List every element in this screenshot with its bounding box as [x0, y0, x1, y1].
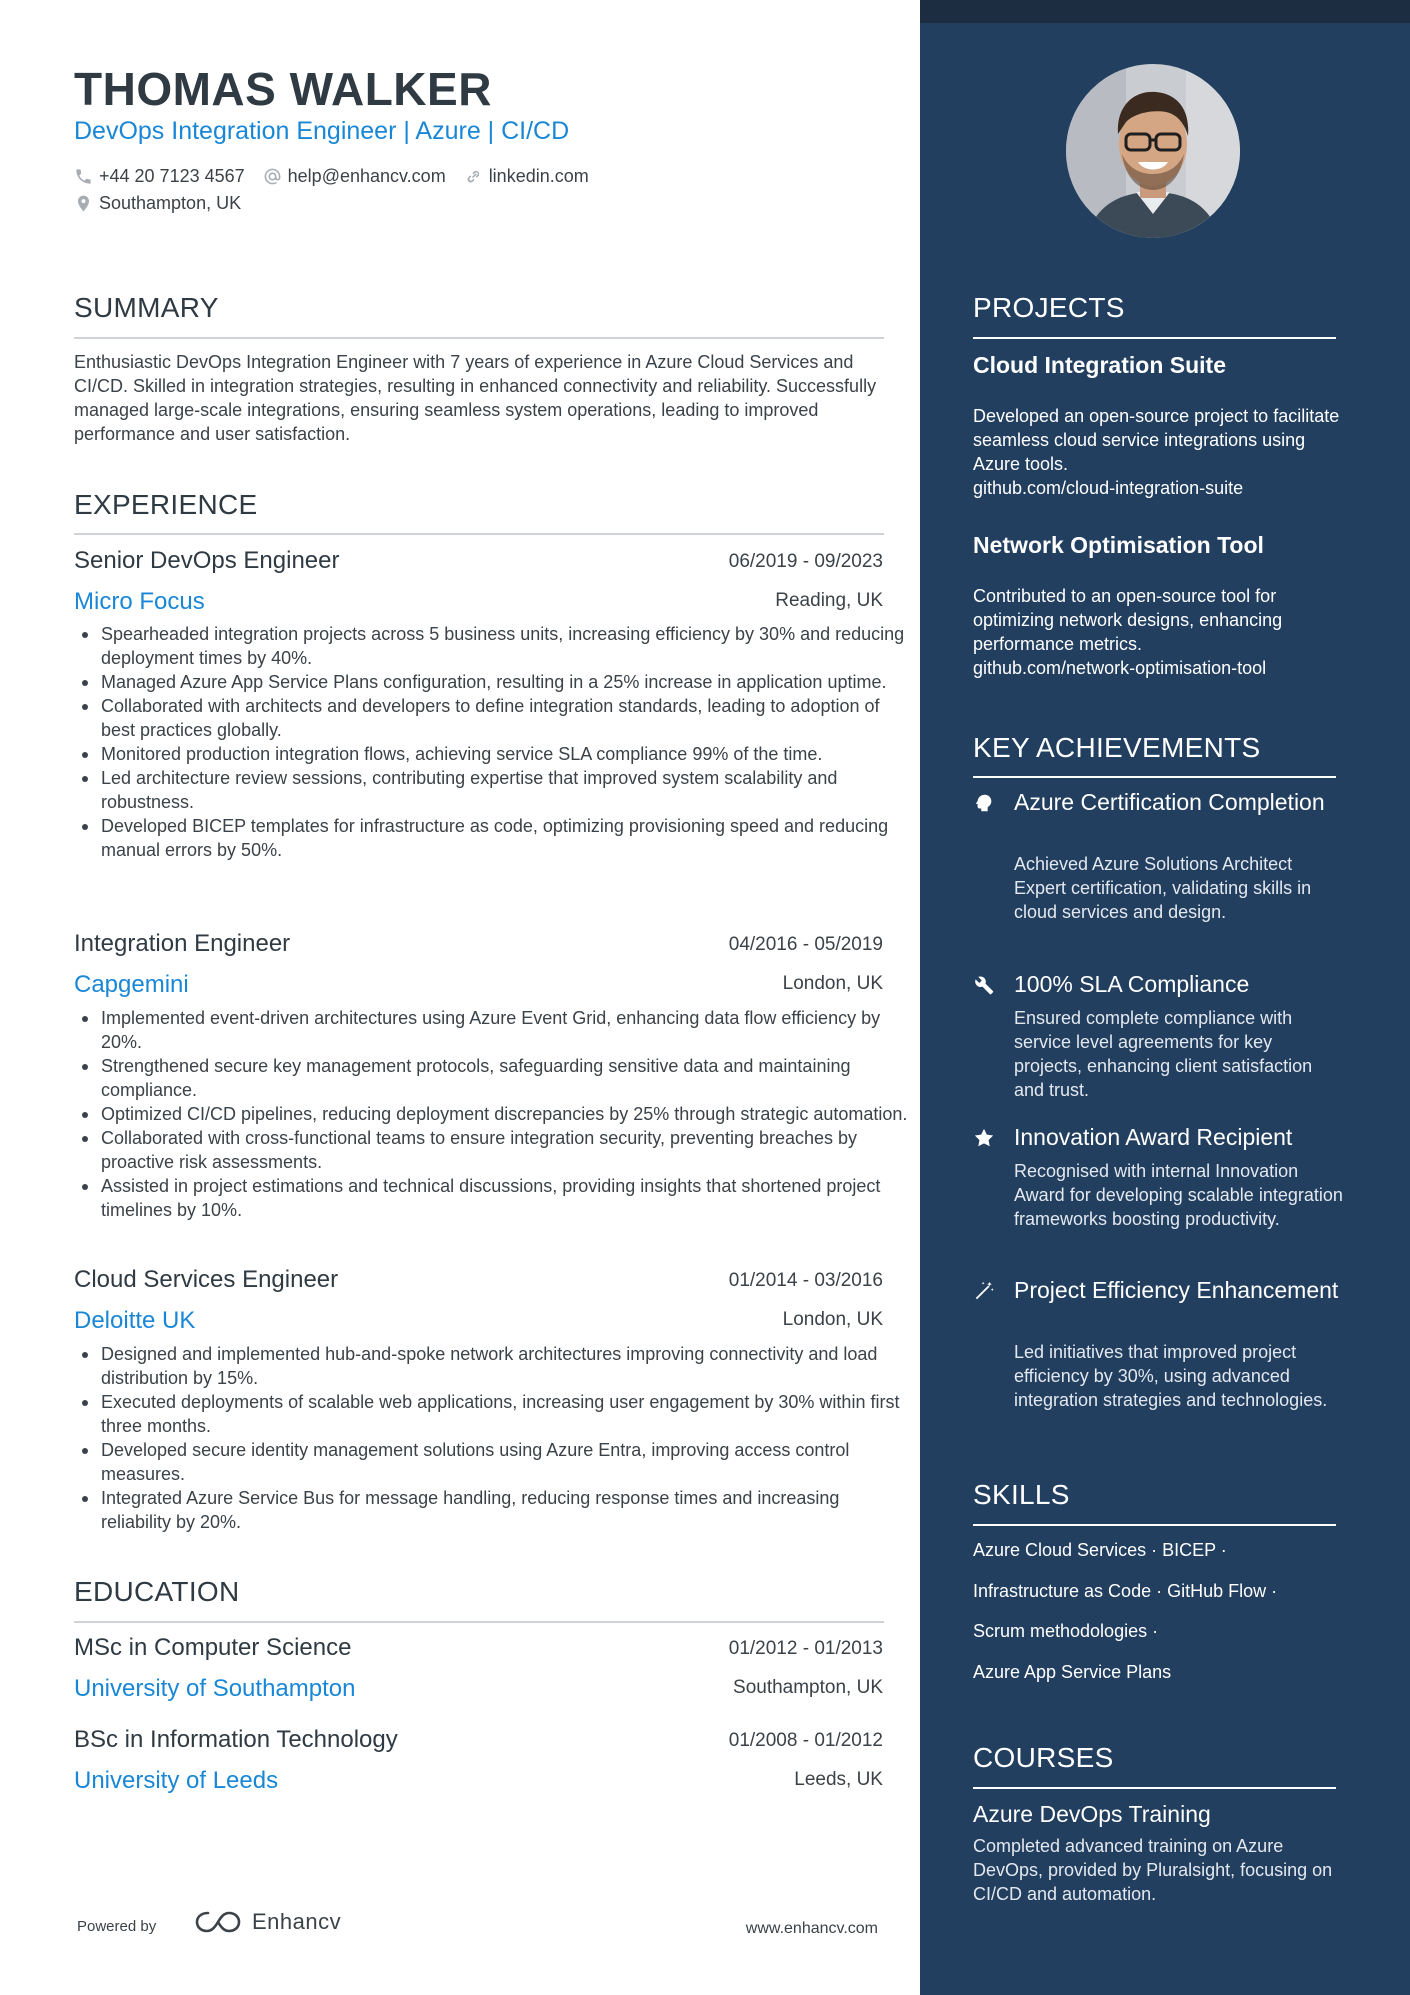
job-dates: 04/2016 - 05/2019: [728, 934, 883, 955]
project-description-text: Developed an open-source project to facilitate seamless cloud service integrations using Azure tools.: [973, 406, 1340, 474]
education-degree: MSc in Computer Science: [74, 1634, 352, 1661]
list-item: Spearheaded integration projects across 5 business units, increasing efficiency by 30% and reducing deployment times by 40%.: [101, 622, 913, 670]
contact-row: [74, 164, 607, 188]
tools-icon: [973, 974, 995, 996]
courses-title: COURSES: [973, 1742, 1114, 1773]
project-description: [973, 584, 1343, 680]
sidebar-top-bar: [920, 0, 1410, 23]
project-title: Network Optimisation Tool: [973, 532, 1264, 558]
course-description: Completed advanced training on Azure DevOps, provided by Pluralsight, focusing on CI/CD and automation.: [973, 1836, 1333, 1904]
achievement-description: Led initiatives that improved project efficiency by 30%, using advanced integration strategies and technologies.: [1014, 1342, 1328, 1410]
email-contact[interactable]: [263, 164, 446, 188]
job-title: Integration Engineer: [74, 930, 291, 957]
project-title: Cloud Integration Suite: [973, 352, 1226, 378]
job-company: Micro Focus: [74, 588, 205, 615]
powered-by-label: Powered by: [77, 1918, 157, 1935]
job-bullets: [74, 1006, 913, 1222]
footer-url[interactable]: www.enhancv.com: [745, 1920, 878, 1937]
job-bullets: [74, 622, 913, 862]
education-dates: 01/2012 - 01/2013: [728, 1638, 883, 1659]
enhancv-brand-text: Enhancv: [252, 1909, 342, 1934]
location-pin-icon: [74, 194, 93, 213]
at-icon: [263, 167, 282, 186]
list-item: Led architecture review sessions, contributing expertise that improved system scalability and robustness.: [101, 766, 913, 814]
achievement-title: Innovation Award Recipient: [1014, 1124, 1293, 1150]
skill-line: Scrum methodologies ·: [973, 1621, 1159, 1641]
phone-text: +44 20 7123 4567: [99, 166, 245, 186]
enhancv-logo-icon: [195, 1909, 241, 1935]
job-company: Deloitte UK: [74, 1307, 196, 1334]
phone-contact: [74, 164, 245, 188]
location-text: Southampton, UK: [99, 193, 242, 213]
profile-photo: [1066, 64, 1240, 238]
sidebar: [920, 0, 1410, 1995]
job-location: London, UK: [782, 973, 883, 994]
headline: DevOps Integration Engineer | Azure | CI/CD: [74, 117, 570, 145]
job-location: London, UK: [782, 1309, 883, 1330]
job-bullets: [74, 1342, 913, 1534]
education-school: University of Leeds: [74, 1767, 279, 1794]
link-icon: [464, 167, 483, 186]
job-dates: 06/2019 - 09/2023: [728, 551, 883, 572]
project-description: [973, 404, 1343, 500]
location-row: [74, 191, 259, 215]
experience-title: EXPERIENCE: [74, 489, 258, 520]
enhancv-logo[interactable]: [195, 1909, 341, 1935]
avatar: [1066, 64, 1240, 238]
job-location: Reading, UK: [775, 590, 883, 611]
courses-divider: [973, 1787, 1336, 1789]
project-link[interactable]: github.com/cloud-integration-suite: [973, 478, 1244, 498]
phone-icon: [74, 167, 93, 186]
list-item: Monitored production integration flows, achieving service SLA compliance 99% of the time.: [101, 742, 913, 766]
list-item: Strengthened secure key management protocols, safeguarding sensitive data and maintaining compliance.: [101, 1054, 913, 1102]
star-icon: [973, 1127, 995, 1149]
education-degree: BSc in Information Technology: [74, 1726, 398, 1753]
list-item: Developed secure identity management solutions using Azure Entra, improving access control measures.: [101, 1438, 913, 1486]
list-item: Collaborated with architects and developers to define integration standards, leading to adoption of best practices globally.: [101, 694, 913, 742]
summary-divider: [74, 337, 884, 339]
linkedin-contact[interactable]: [464, 164, 589, 188]
brain-icon: [973, 792, 995, 814]
skill-line: Infrastructure as Code · GitHub Flow ·: [973, 1581, 1278, 1601]
location-contact: [74, 191, 241, 215]
skill-line: Azure App Service Plans: [973, 1662, 1172, 1682]
project-description-text: Contributed to an open-source tool for optimizing network designs, enhancing performance metrics.: [973, 586, 1283, 654]
list-item: Optimized CI/CD pipelines, reducing deployment discrepancies by 25% through strategic automation.: [101, 1102, 913, 1126]
skills-title: SKILLS: [973, 1479, 1070, 1510]
linkedin-text: linkedin.com: [488, 166, 589, 186]
skill-line: Azure Cloud Services · BICEP ·: [973, 1540, 1227, 1560]
achievement-title: 100% SLA Compliance: [1014, 971, 1250, 997]
experience-divider: [74, 533, 884, 535]
list-item: Executed deployments of scalable web applications, increasing user engagement by 30% within first three months.: [101, 1390, 913, 1438]
education-location: Southampton, UK: [733, 1677, 883, 1698]
achievements-title: KEY ACHIEVEMENTS: [973, 732, 1261, 763]
summary-title: SUMMARY: [74, 292, 219, 323]
project-link[interactable]: github.com/network-optimisation-tool: [973, 658, 1267, 678]
education-title: EDUCATION: [74, 1576, 240, 1607]
education-dates: 01/2008 - 01/2012: [728, 1730, 883, 1751]
summary-text: Enthusiastic DevOps Integration Engineer with 7 years of experience in Azure Cloud Services and CI/CD. Skilled in integration strategies, resulting in enhanced connectivity and reliability. Successfully managed large-scale integrations, ensuring seamless system operations, leading to improved performance and user satisfaction.: [74, 352, 877, 444]
education-location: Leeds, UK: [794, 1769, 883, 1790]
achievement-title: Azure Certification Completion: [1014, 789, 1325, 815]
job-dates: 01/2014 - 03/2016: [728, 1270, 883, 1291]
achievement-description: Ensured complete compliance with service level agreements for key projects, enhancing client satisfaction and trust.: [1014, 1008, 1313, 1100]
education-divider: [74, 1621, 884, 1623]
list-item: Managed Azure App Service Plans configuration, resulting in a 25% increase in application uptime.: [101, 670, 913, 694]
skills-divider: [973, 1524, 1336, 1526]
list-item: Designed and implemented hub-and-spoke network architectures improving connectivity and load distribution by 15%.: [101, 1342, 913, 1390]
candidate-name: THOMAS WALKER: [74, 63, 492, 115]
magic-wand-icon: [973, 1280, 995, 1302]
list-item: Implemented event-driven architectures using Azure Event Grid, enhancing data flow efficiency by 20%.: [101, 1006, 913, 1054]
achievement-description: Recognised with internal Innovation Award for developing scalable integration frameworks boosting productivity.: [1014, 1161, 1343, 1229]
job-title: Senior DevOps Engineer: [74, 547, 340, 574]
projects-title: PROJECTS: [973, 292, 1125, 323]
course-title: Azure DevOps Training: [973, 1801, 1211, 1827]
education-school: University of Southampton: [74, 1675, 356, 1702]
job-company: Capgemini: [74, 971, 189, 998]
achievement-description: Achieved Azure Solutions Architect Expert certification, validating skills in cloud services and design.: [1014, 854, 1312, 922]
achievements-divider: [973, 776, 1336, 778]
achievement-title: Project Efficiency Enhancement: [1014, 1277, 1339, 1303]
projects-divider: [973, 337, 1336, 339]
job-title: Cloud Services Engineer: [74, 1266, 339, 1293]
list-item: Developed BICEP templates for infrastructure as code, optimizing provisioning speed and reducing manual errors by 50%.: [101, 814, 913, 862]
email-text: help@enhancv.com: [287, 166, 446, 186]
list-item: Integrated Azure Service Bus for message handling, reducing response times and increasing reliability by 20%.: [101, 1486, 913, 1534]
list-item: Assisted in project estimations and technical discussions, providing insights that shortened project timelines by 10%.: [101, 1174, 913, 1222]
list-item: Collaborated with cross-functional teams to ensure integration security, preventing breaches by proactive risk assessments.: [101, 1126, 913, 1174]
